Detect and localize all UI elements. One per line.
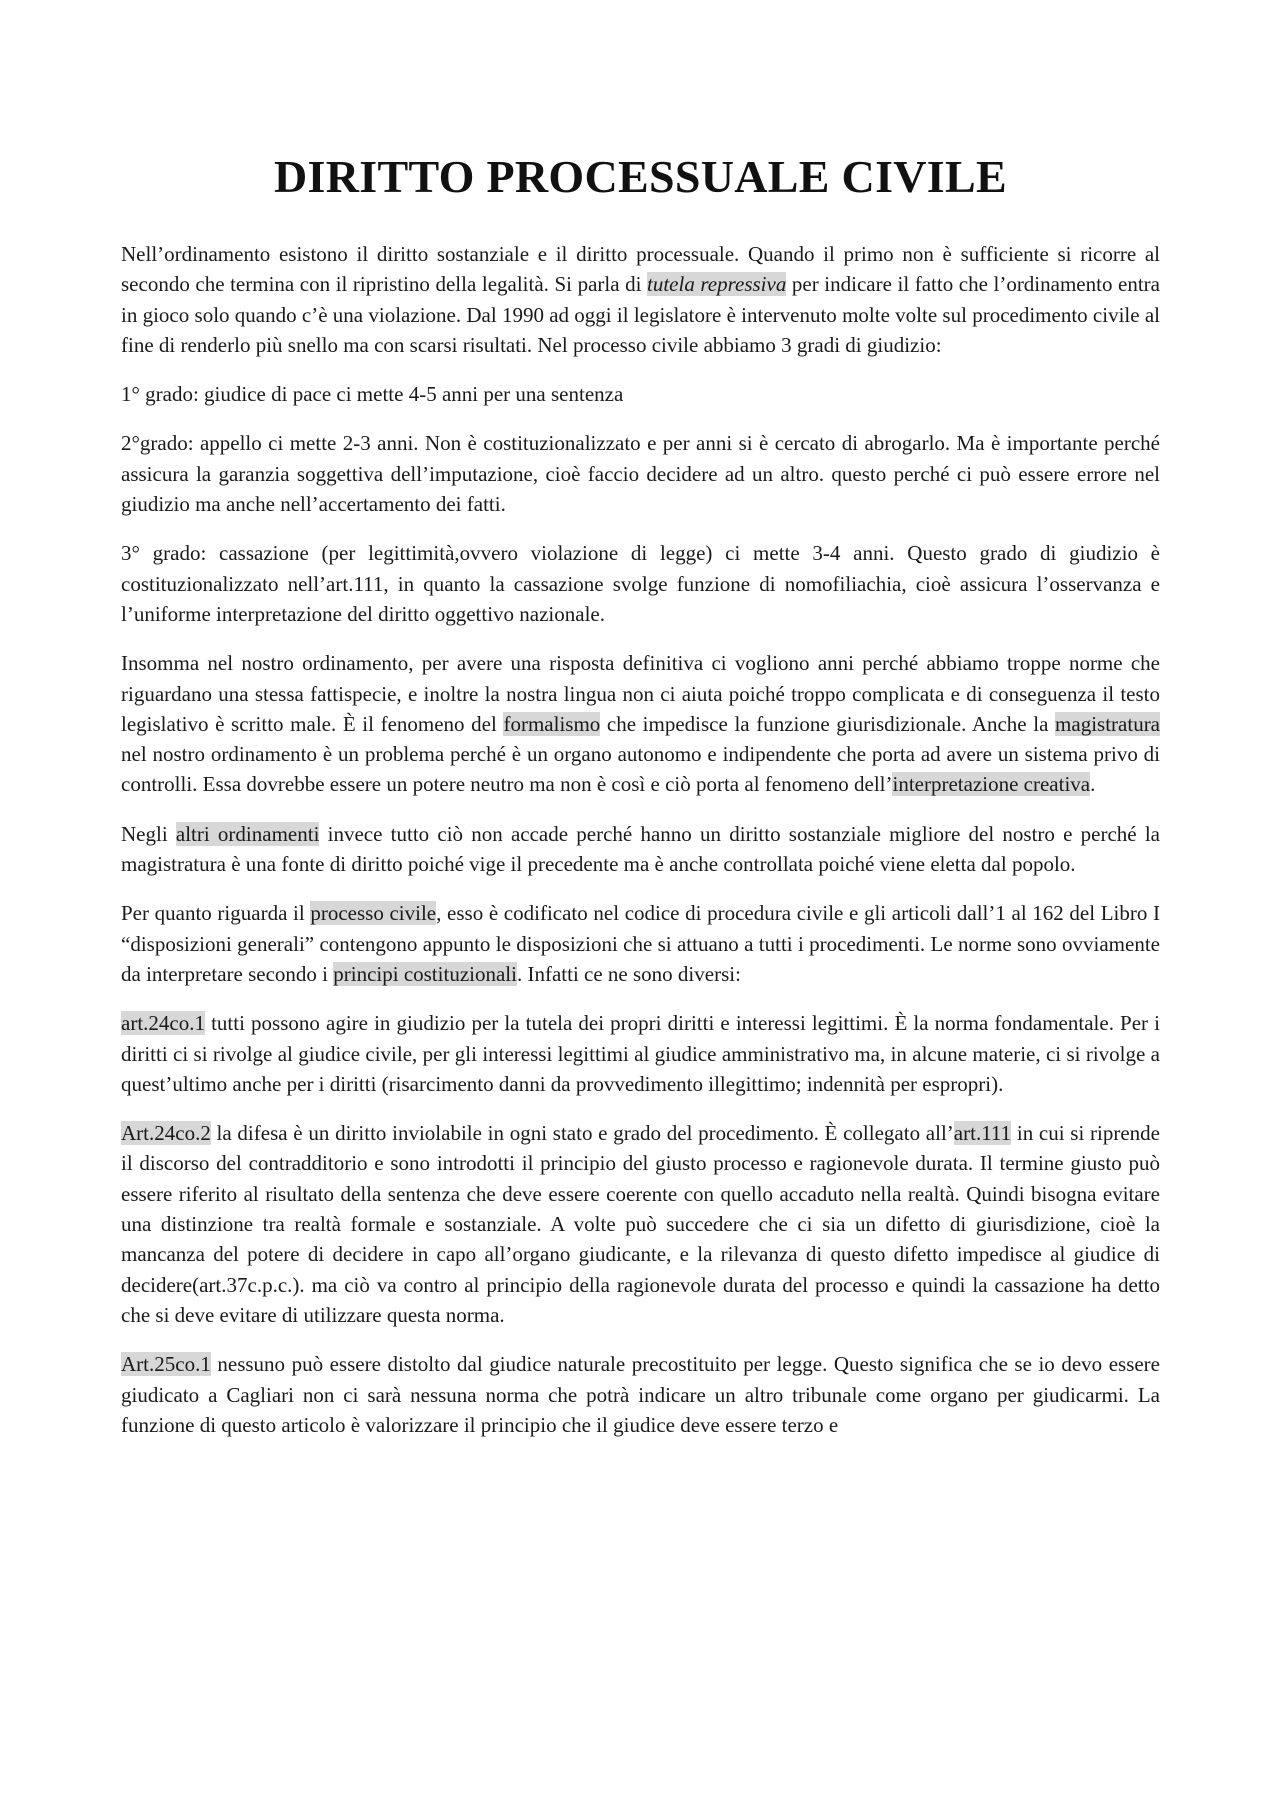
- paragraph: [121, 898, 1160, 989]
- text-run: Nell’ordinamento esistono il diritto sostanziale e il diritto processuale. Quando il primo non è sufficiente si ricorre al secondo che termina con il ripristino della legalità. Si parla di: [121, 242, 1160, 297]
- document-title: DIRITTO PROCESSUALE CIVILE: [274, 151, 1007, 202]
- highlighted-term: interpretazione creativa: [892, 772, 1091, 797]
- highlighted-term: art.111: [953, 1121, 1012, 1146]
- paragraph: [121, 239, 1160, 360]
- highlighted-term: Art.24co.2: [121, 1121, 211, 1146]
- text-run: tutti possono agire in giudizio per la tutela dei propri diritti e interessi legittimi. È la norma fondamentale. Per i diritti ci si rivolge al giudice civile, per gli interessi legittimi al giudice amministrativo ma, in alcune materie, ci si rivolge a quest’ultimo anche per i diritti (risarcimento danni da provvedimento illegittimo; indennità per espropri).: [121, 1011, 1160, 1096]
- paragraph: [121, 1008, 1160, 1099]
- text-run: , esso è codificato nel codice di procedura civile e gli articoli dall’1 al 162 del Libro I “disposizioni generali” contengono appunto le disposizioni che si attuano a tutti i procedimenti. Le norme sono ovviamente da interpretare secondo i: [121, 901, 1161, 986]
- highlighted-term: formalismo: [503, 711, 601, 736]
- text-run: che impedisce la funzione giurisdizionale. Anche la: [600, 711, 1056, 736]
- highlighted-term: altri ordinamenti: [175, 821, 320, 846]
- paragraph: [121, 1349, 1160, 1440]
- highlighted-term: processo civile: [310, 901, 437, 926]
- document-body: [121, 239, 1160, 1440]
- text-run: . Infatti ce ne sono diversi:: [516, 961, 741, 986]
- highlighted-term: magistratura: [1055, 711, 1161, 736]
- paragraph: [121, 538, 1160, 629]
- paragraph: [121, 379, 1160, 409]
- text-run: 3° grado: cassazione (per legittimità,ovvero violazione di legge) ci mette 3-4 anni. Questo grado di giudizio è costituzionalizzato nell’art.111, in quanto la cassazione svolge funzione di nomofiliachia, cioè assicura l’osservanza e l’uniforme interpretazione del diritto oggettivo nazionale.: [121, 541, 1160, 626]
- highlighted-term: tutela repressiva: [647, 272, 787, 297]
- highlighted-term: principi costituzionali: [333, 961, 517, 986]
- paragraph: [121, 1118, 1160, 1330]
- text-run: nessuno può essere distolto dal giudice naturale precostituito per legge. Questo significa che se io devo essere giudicato a Cagliari non ci sarà nessuna norma che potrà indicare un altro tribunale come organo per giudicarmi. La funzione di questo articolo è valorizzare il principio che il giudice deve essere terzo e: [121, 1352, 1160, 1437]
- paragraph: [121, 819, 1160, 880]
- text-run: nel nostro ordinamento è un problema perché è un organo autonomo e indipendente che porta ad avere un sistema privo di controlli. Essa dovrebbe essere un potere neutro ma non è così e ciò porta al fenomeno dell’: [121, 742, 1160, 797]
- text-run: per indicare il fatto che l’ordinamento entra in gioco solo quando c’è una violazione. Dal 1990 ad oggi il legislatore è intervenuto molte volte sul procedimento civile al fine di renderlo più snello ma con scarsi risultati. Nel processo civile abbiamo 3 gradi di giudizio:: [121, 272, 1160, 357]
- text-run: Negli: [121, 821, 176, 846]
- text-run: .: [1090, 772, 1096, 797]
- text-run: Insomma nel nostro ordinamento, per avere una risposta definitiva ci vogliono anni perché abbiamo troppe norme che riguardano una stessa fattispecie, e inoltre la nostra lingua non ci aiuta poiché troppo complicata e di conseguenza il testo legislativo è scritto male. È il fenomeno del: [121, 651, 1160, 736]
- highlighted-term: art.24co.1: [121, 1011, 205, 1036]
- text-run: Per quanto riguarda il: [121, 901, 311, 926]
- text-run: invece tutto ciò non accade perché hanno un diritto sostanziale migliore del nostro e perché la magistratura è una fonte di diritto poiché vige il precedente ma è anche controllata poiché viene eletta dal popolo.: [121, 821, 1160, 877]
- paragraph: [121, 648, 1160, 799]
- highlighted-term: Art.25co.1: [121, 1352, 211, 1377]
- text-run: in cui si riprende il discorso del contradditorio e sono introdotti il principio del giusto processo e ragionevole durata. Il termine giusto può essere riferito al risultato della sentenza che deve essere coerente con quello accaduto nella realtà. Quindi bisogna evitare una distinzione tra realtà formale e sostanziale. A volte può succedere che ci sia un difetto di giurisdizione, cioè la mancanza del potere di decidere in capo all’organo giudicante, e la rilevanza di questo difetto impedisce al giudice di decidere(art.37c.p.c.). ma ciò va contro al principio della ragionevole durata del processo e quindi la cassazione ha detto che si deve evitare di utilizzare questa norma.: [121, 1121, 1160, 1327]
- text-run: 1° grado: giudice di pace ci mette 4-5 anni per una sentenza: [121, 382, 624, 407]
- paragraph: [121, 428, 1160, 519]
- text-run: 2°grado: appello ci mette 2-3 anni. Non è costituzionalizzato e per anni si è cercato di abrogarlo. Ma è importante perché assicura la garanzia soggettiva dell’imputazione, cioè faccio decidere ad un altro. questo perché ci può essere errore nel giudizio ma anche nell’accertamento dei fatti.: [121, 431, 1160, 517]
- text-run: la difesa è un diritto inviolabile in ogni stato e grado del procedimento. È collegato all’: [210, 1121, 954, 1146]
